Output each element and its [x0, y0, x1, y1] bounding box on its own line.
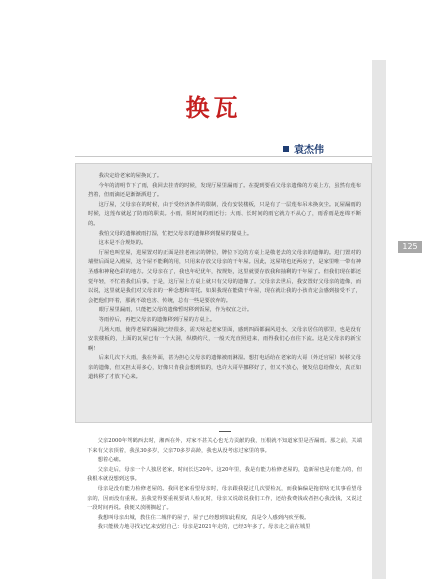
- header-rule: [75, 156, 372, 157]
- body-paragraph: 我只能极力地寻找记忆来安慰自己：母亲是2021年走的，已经3年多了。母亲走之前在城里: [97, 524, 311, 531]
- article-title: 换瓦: [185, 93, 242, 122]
- letter-paragraph: 这本是不合规矩的。: [98, 240, 147, 247]
- body-paragraph: 父亲2000年驾鹤西去时，湘西在外，对家不甚关心也无力贡献的我，压根就不知道家里是否漏雨。那之前，关端下来有父亲顶着，我虽30多岁，父亲70多岁高龄，我也从没考虑过家里的事。: [87, 438, 362, 454]
- main-body-text: [75, 422, 372, 579]
- letter-paragraph: 眼厅屋里漏雨，只能把父母的遗像暂时移到饭屋，作为权宜之计。: [98, 307, 253, 314]
- letter-paragraph: 我决定给老家的屋换瓦了。: [98, 173, 163, 179]
- letter-paragraph: 等雨停后，再把父母亲的遗像移到厅屋的方桌上。: [98, 316, 216, 323]
- author-name: 袁杰伟: [294, 145, 324, 156]
- page-edge-strip: [372, 60, 386, 579]
- section-divider: [219, 431, 231, 432]
- letter-paragraph: 后来几次下大雨，我在外面，甚为担心父母亲的遗像被雨淋湿。想打电话给在老家的大哥（外迁官屋）转移父母亲的遗像，但又担太哥多心，好像只肯我会想到似的，也许大哥早挪移好了，但又不放心，便发信息给僚女，真正如道转移了才放下心来。: [88, 355, 361, 381]
- page-number: 125: [398, 241, 422, 253]
- body-paragraph: 我想叫母亲出城，教住住二城伴的屋子，屋子已经想到如此程度，真是令人感到内疚至极。: [97, 514, 310, 521]
- letter-paragraph: 几场大雨，使得老屋的漏洞已经很多，需天啥起老家里面，感到四面都漏风进水，父母亲居住的那里，也是没有安装楼板的，上面的瓦屋已有一个大洞，纵横约尺，一般天光直照进来，雨得我们心直往下流。这是父母亲的新宝啊！: [88, 326, 361, 352]
- body-paragraph: 母亲是没有能力检修老屋的。我回老家看望母亲时，母亲跟我提过几次要检瓦，而我偏偏是拖着啥无其事看望母亲的，因而没有重视。虽我觉得要重视要请人检瓦时，母亲又说敢说我们工作，还给我费钱或者担心我没钱，又说过一段时间再说。我便又放刚搁起了。: [87, 485, 362, 512]
- letter-paragraph: 今年的清明节下了雨，我回去挂青的时候，发现厅屋里漏雨了。在提到要看父母亲遗像的方桌上方，虽然有莲布挡着，但雨滴还是渐渐洒进了。: [88, 182, 361, 199]
- square-bullet-icon: [283, 146, 289, 152]
- letter-paragraph: 这厅屋，父母亲在的时候，由于受经济条件的限制，没有安装楼板，只是有了一层莲布吊未换灰尘。瓦屋漏雨的时候，这莲布就起了防雨的职责。小雨，阻时间的雨还行；大雨、长时间的雨它就力不从心了，雨香雨是连绵不断的。: [88, 201, 361, 227]
- author-byline: [283, 141, 324, 156]
- shaded-text-box: [75, 163, 372, 423]
- body-paragraph: 父亲走后，母亲一个人独居老家，时间长达20年。这20年里，我是有能力检修老屋的，造新屋也是有能力的，但我根本就没想到这事。: [87, 466, 362, 483]
- letter-paragraph: 厅屋也叫堂屋，进屋置对的正面是挂老祖宗的牌位，牌位下边的方桌上是敬老去的父母亲的遗像的。进门置对的墙壁后面是入殿屋，这个屋不能剩的用，只用来存放父母亲的干年屋。因此，这屋堵也还两房子，是家里唯一带有神圣感和神秘色彩的地方。父母亲在了，我也年纪优年，按规矩，这里就要存放我和抽剩的干年屋了。但我们现在都还觉年轻，不忙着我们后事。于是，这厅屋上方桌上就只有父母的遗像了。父母亲去世后，我安置好父母亲的遗像，而以说，这里就是我们对父母亲的一种念想和寄托。如果我现在能做干年屋，现在就让我的小孩肯定会感到接受不了，会把他们吓着，那就不敢也害、传统，总有一些是要放弃的。: [88, 249, 361, 304]
- letter-paragraph: 我怕父母的遗像被雨打湿，忙把父母亲的遗像移到餐屋的餐桌上。: [98, 230, 253, 237]
- body-paragraph: 想着心痛。: [97, 457, 125, 464]
